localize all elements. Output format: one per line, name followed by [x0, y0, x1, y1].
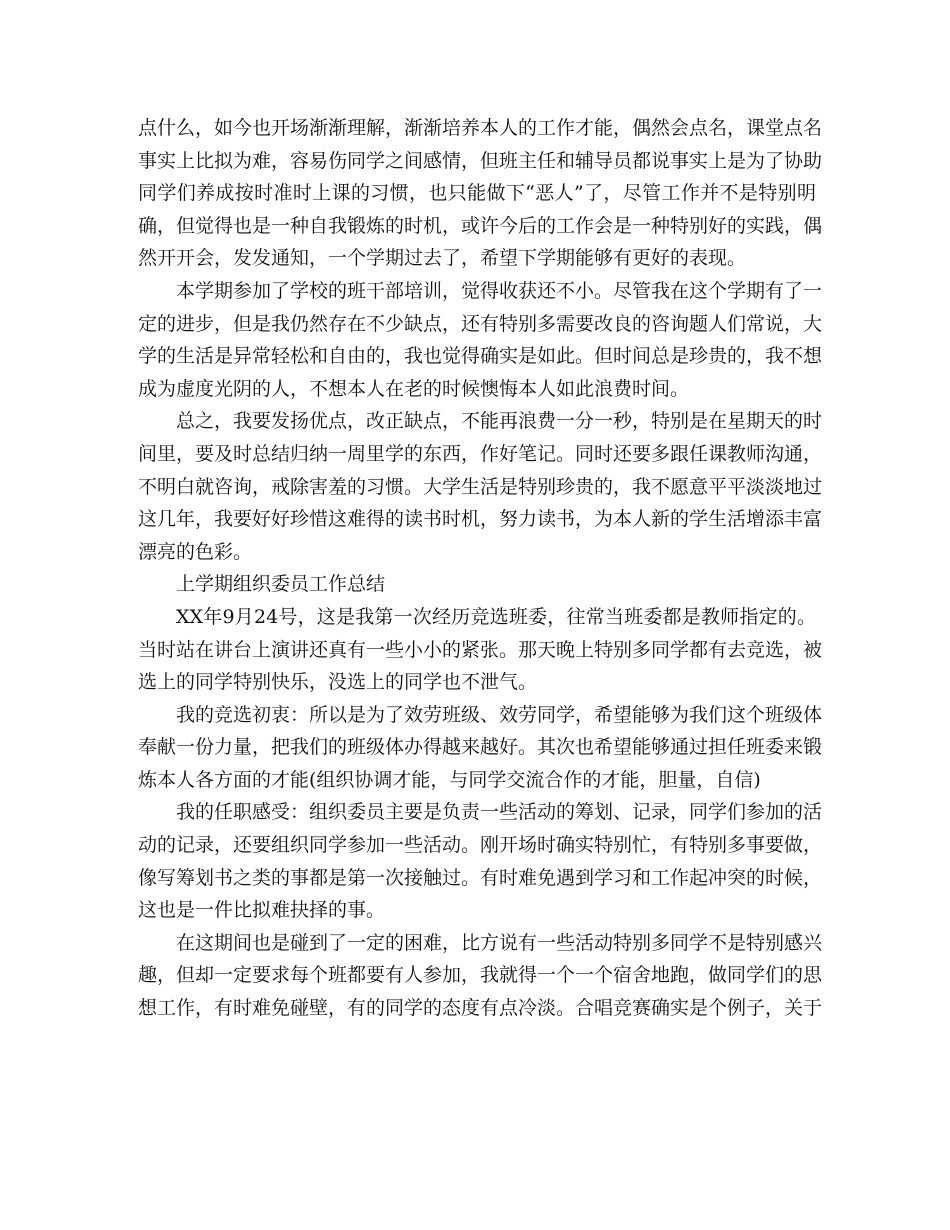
text-line: 总之，我要发扬优点，改正缺点，不能再浪费一分一秒，特别是在星期天的时 [176, 410, 823, 433]
text-line: 动的记录，还要组织同学参加一些活动。刚开场时确实特别忙，有特别多事要做， [138, 834, 823, 857]
text-line: 定的进步，但是我仍然存在不少缺点，还有特别多需要改良的咨询题人们常说，大 [138, 312, 823, 335]
text-line: 不明白就咨询，戒除害羞的习惯。大学生活是特别珍贵的，我不愿意平平淡淡地过 [138, 475, 823, 498]
text-line: 想工作，有时难免碰壁，有的同学的态度有点冷淡。合唱竞赛确实是个例子，关于 [138, 997, 823, 1020]
text-line: 当时站在讲台上演讲还真有一些小小的紧张。那天晚上特别多同学都有去竞选，被 [138, 638, 823, 661]
text-line: 上学期组织委员工作总结 [176, 573, 386, 596]
document-body [138, 112, 823, 1025]
text-line: XX年9月24号，这是我第一次经历竞选班委，往常当班委都是教师指定的。 [176, 605, 816, 628]
text-line: 我的任职感受：组织委员主要是负责一些活动的筹划、记录，同学们参加的活 [176, 801, 823, 824]
document-page [138, 112, 823, 1025]
text-line: 点什么，如今也开场渐渐理解，渐渐培养本人的工作才能，偶然会点名，课堂点名 [138, 117, 823, 139]
text-line: 这几年，我要好好珍惜这难得的读书时机，努力读书，为本人新的学生活增添丰富 [138, 508, 823, 531]
text-line: 漂亮的色彩。 [138, 540, 253, 563]
text-line: 同学们养成按时准时上课的习惯，也只能做下“恶人”了，尽管工作并不是特别明 [138, 182, 816, 205]
text-line: 确，但觉得也是一种自我锻炼的时机，或许今后的工作会是一种特别好的实践，偶 [138, 214, 823, 237]
text-line: 选上的同学特别快乐，没选上的同学也不泄气。 [138, 671, 538, 694]
text-line: 这也是一件比拟难抉择的事。 [138, 899, 386, 922]
text-line: 奉献一份力量，把我们的班级体办得越来越好。其次也希望能够通过担任班委来锻 [138, 736, 823, 759]
text-line: 然开开会，发发通知，一个学期过去了，希望下学期能够有更好的表现。 [138, 247, 747, 270]
text-line: 学的生活是异常轻松和自由的，我也觉得确实是如此。但时间总是珍贵的，我不想 [138, 345, 823, 368]
text-line: 间里，要及时总结归纳一周里学的东西，作好笔记。同时还要多跟任课教师沟通， [138, 442, 823, 465]
text-line: 我的竞选初衷：所以是为了效劳班级、效劳同学，希望能够为我们这个班级体 [176, 703, 823, 726]
text-line: 事实上比拟为难，容易伤同学之间感情，但班主任和辅导员都说事实上是为了协助 [138, 149, 823, 172]
text-line: 像写筹划书之类的事都是第一次接触过。有时难免遇到学习和工作起冲突的时候， [138, 866, 823, 889]
text-line: 本学期参加了学校的班干部培训，觉得收获还不小。尽管我在这个学期有了一 [176, 279, 823, 302]
text-line: 趣，但却一定要求每个班都要有人参加，我就得一个一个宿舍地跑，做同学们的思 [138, 964, 823, 987]
text-line: 成为虚度光阴的人，不想本人在老的时候懊悔本人如此浪费时间。 [138, 377, 690, 400]
text-line: 在这期间也是碰到了一定的困难，比方说有一些活动特别多同学不是特别感兴 [176, 931, 823, 954]
text-line: 炼本人各方面的才能(组织协调才能，与同学交流合作的才能，胆量，自信) [138, 768, 761, 791]
